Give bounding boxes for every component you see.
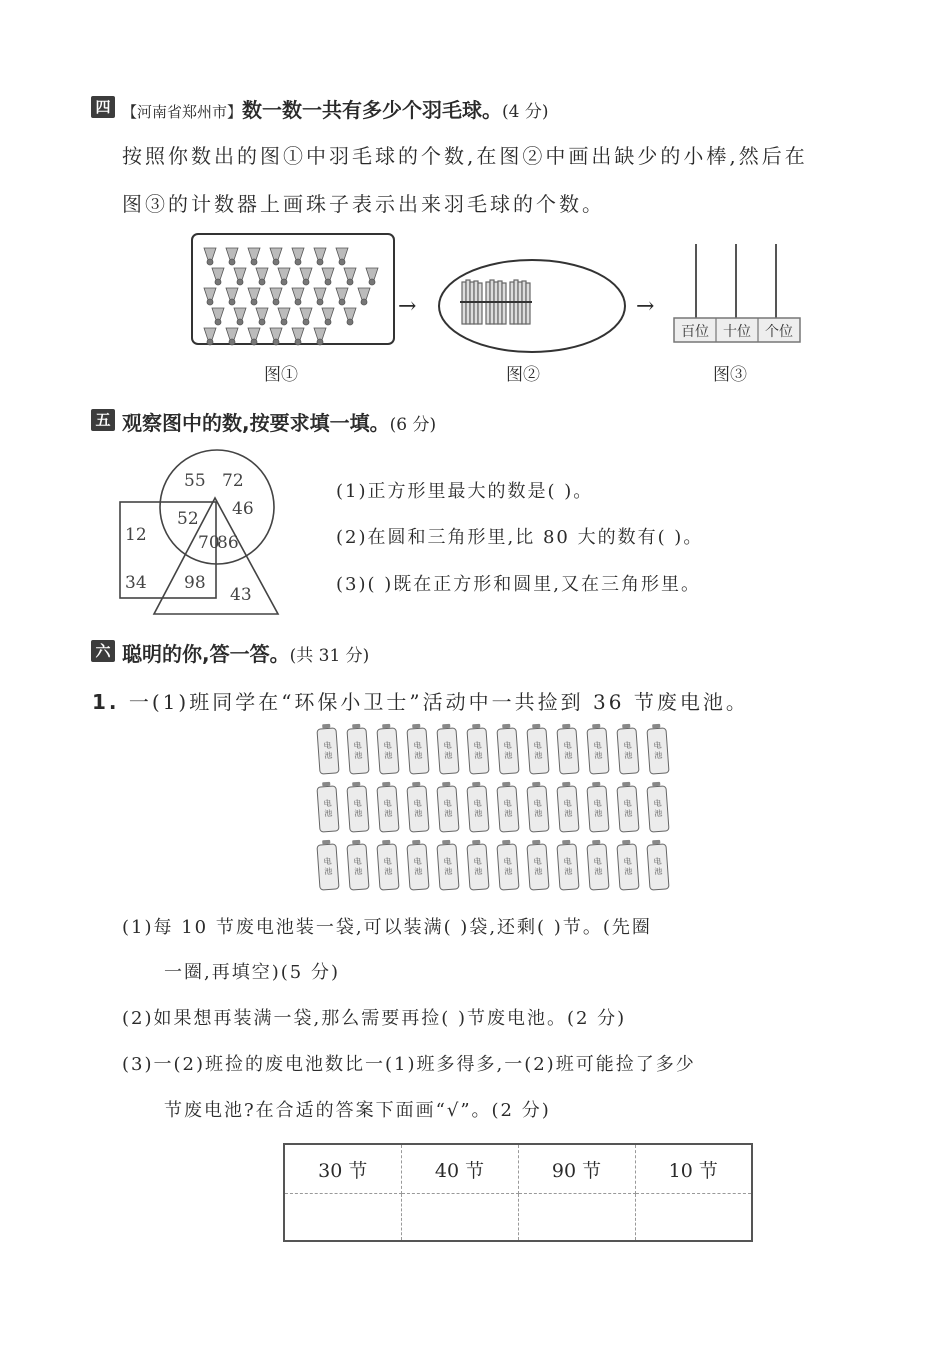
shuttlecock-base xyxy=(339,299,345,305)
shuttlecock-base xyxy=(339,259,345,265)
battery-label: 电池 xyxy=(503,798,513,819)
battery-icon xyxy=(526,843,549,890)
battery-label: 电池 xyxy=(473,740,483,761)
question-1-label: 1. xyxy=(92,690,120,714)
battery-label: 电池 xyxy=(563,798,573,819)
battery-icon xyxy=(436,843,459,890)
answer-header-90: 90 节 xyxy=(518,1144,635,1194)
battery-icon xyxy=(316,843,339,890)
shuttlecock-base xyxy=(325,319,331,325)
section-6-score: (共 31 分) xyxy=(289,646,370,666)
battery-label: 电池 xyxy=(623,798,633,819)
figure-3-counter xyxy=(672,240,804,344)
battery-label: 电池 xyxy=(503,740,513,761)
answer-cell-40[interactable] xyxy=(401,1194,518,1242)
answer-header-30: 30 节 xyxy=(284,1144,401,1194)
section-5-question-1: (1)正方形里最大的数是( )。 xyxy=(336,481,594,502)
battery-icon xyxy=(346,785,369,832)
shuttlecock-base xyxy=(347,279,353,285)
arrow-1: → xyxy=(398,294,417,319)
answer-cell-10[interactable] xyxy=(635,1194,752,1242)
battery-icon xyxy=(376,843,399,890)
battery-label: 电池 xyxy=(443,856,453,877)
shuttlecock-base xyxy=(259,319,265,325)
shuttlecock-base xyxy=(229,259,235,265)
shuttlecock-base xyxy=(303,319,309,325)
battery-icon xyxy=(616,727,639,774)
caption-figure-3: 图③ xyxy=(713,365,747,385)
battery-icon xyxy=(406,843,429,890)
counter-label-tens: 十位 xyxy=(723,324,751,340)
shuttlecock-base xyxy=(273,259,279,265)
shuttlecock-base xyxy=(207,259,213,265)
section-4-tag: 【河南省郑州市】 xyxy=(122,103,243,121)
shuttlecock-base xyxy=(295,339,301,345)
battery-label: 电池 xyxy=(323,740,333,761)
shuttlecock-base xyxy=(295,259,301,265)
shuttlecock-base xyxy=(237,279,243,285)
venn-num-70: 70 xyxy=(198,533,220,553)
shuttlecock-base xyxy=(281,319,287,325)
venn-num-98: 98 xyxy=(184,573,206,593)
caption-figure-1: 图① xyxy=(264,365,298,385)
battery-label: 电池 xyxy=(413,856,423,877)
shuttlecock-base xyxy=(251,339,257,345)
shuttlecock-base xyxy=(215,279,221,285)
battery-icon xyxy=(496,727,519,774)
battery-label: 电池 xyxy=(653,856,663,877)
section-5-score: (6 分) xyxy=(389,415,437,435)
battery-icon xyxy=(466,843,489,890)
venn-figure xyxy=(112,444,288,616)
battery-icon xyxy=(496,785,519,832)
battery-icon xyxy=(586,727,609,774)
battery-icon xyxy=(466,727,489,774)
shuttlecock-base xyxy=(259,279,265,285)
battery-label: 电池 xyxy=(323,798,333,819)
battery-icon xyxy=(556,785,579,832)
battery-label: 电池 xyxy=(353,740,363,761)
shuttlecock-base xyxy=(281,279,287,285)
battery-label: 电池 xyxy=(533,856,543,877)
battery-icon xyxy=(346,727,369,774)
venn-num-43: 43 xyxy=(230,585,252,605)
shuttlecock-base xyxy=(295,299,301,305)
answer-header-10: 10 节 xyxy=(635,1144,752,1194)
section-5-number: 五 xyxy=(91,409,115,431)
battery-label: 电池 xyxy=(443,740,453,761)
shuttlecock-base xyxy=(303,279,309,285)
batteries-grid xyxy=(318,728,678,896)
shuttlecock-base xyxy=(229,339,235,345)
section-6-title: 聪明的你,答一答。 xyxy=(122,642,290,666)
answer-table xyxy=(283,1143,753,1242)
battery-label: 电池 xyxy=(473,798,483,819)
battery-label: 电池 xyxy=(383,798,393,819)
battery-icon xyxy=(496,843,519,890)
shuttlecock-base xyxy=(273,339,279,345)
battery-icon xyxy=(406,727,429,774)
shuttlecock-base xyxy=(273,299,279,305)
question-1-text: 一(1)班同学在“环保小卫士”活动中一共捡到 36 节废电池。 xyxy=(128,690,749,714)
battery-label: 电池 xyxy=(533,740,543,761)
shuttlecock-base xyxy=(347,319,353,325)
section-4-heading xyxy=(122,94,549,123)
venn-num-46: 46 xyxy=(232,499,254,519)
section-4-instruction-2: 图③的计数器上画珠子表示出来羽毛球的个数。 xyxy=(122,192,605,216)
battery-icon xyxy=(466,785,489,832)
battery-label: 电池 xyxy=(533,798,543,819)
shuttlecock-base xyxy=(317,299,323,305)
battery-label: 电池 xyxy=(443,798,453,819)
section-6-heading xyxy=(122,638,369,667)
shuttlecock-base xyxy=(237,319,243,325)
battery-icon xyxy=(526,727,549,774)
section-5-title: 观察图中的数,按要求填一填。 xyxy=(122,411,390,435)
battery-label: 电池 xyxy=(353,856,363,877)
section-5-question-2: (2)在圆和三角形里,比 80 大的数有( )。 xyxy=(336,527,704,548)
battery-label: 电池 xyxy=(323,856,333,877)
battery-label: 电池 xyxy=(593,740,603,761)
shuttlecock-base xyxy=(229,299,235,305)
answer-cell-30[interactable] xyxy=(284,1194,401,1242)
shuttlecock-base xyxy=(207,339,213,345)
section-6-number: 六 xyxy=(91,640,115,662)
battery-icon xyxy=(586,785,609,832)
battery-icon xyxy=(376,727,399,774)
battery-icon xyxy=(436,727,459,774)
battery-label: 电池 xyxy=(653,798,663,819)
battery-label: 电池 xyxy=(623,740,633,761)
caption-figure-2: 图② xyxy=(506,365,540,385)
sub-question-3-line-2: 节废电池?在合适的答案下面画“√”。(2 分) xyxy=(164,1100,551,1121)
battery-icon xyxy=(436,785,459,832)
battery-icon xyxy=(346,843,369,890)
battery-label: 电池 xyxy=(503,856,513,877)
battery-label: 电池 xyxy=(383,856,393,877)
section-5-question-3: (3)( )既在正方形和圆里,又在三角形里。 xyxy=(336,574,701,595)
battery-icon xyxy=(406,785,429,832)
answer-cell-90[interactable] xyxy=(518,1194,635,1242)
sub-question-3-line-1: (3)一(2)班捡的废电池数比一(1)班多得多,一(2)班可能捡了多少 xyxy=(122,1054,696,1075)
shuttlecock-base xyxy=(361,299,367,305)
battery-icon xyxy=(616,785,639,832)
battery-icon xyxy=(586,843,609,890)
battery-label: 电池 xyxy=(593,798,603,819)
venn-num-34: 34 xyxy=(125,573,147,593)
sub-question-2: (2)如果想再装满一袋,那么需要再捡( )节废电池。(2 分) xyxy=(122,1008,627,1029)
venn-num-72: 72 xyxy=(222,471,244,491)
battery-icon xyxy=(376,785,399,832)
figure-2-sticks xyxy=(436,256,628,356)
battery-label: 电池 xyxy=(413,798,423,819)
section-5-heading xyxy=(122,407,436,436)
stick-bundles xyxy=(460,280,532,324)
battery-icon xyxy=(646,785,669,832)
battery-label: 电池 xyxy=(623,856,633,877)
shuttlecock-base xyxy=(325,279,331,285)
shuttlecock-base xyxy=(215,319,221,325)
battery-label: 电池 xyxy=(563,740,573,761)
shuttlecock-base xyxy=(317,339,323,345)
answer-header-40: 40 节 xyxy=(401,1144,518,1194)
shuttlecock-base xyxy=(317,259,323,265)
battery-label: 电池 xyxy=(413,740,423,761)
counter-label-hundreds: 百位 xyxy=(681,324,709,340)
battery-icon xyxy=(316,727,339,774)
battery-icon xyxy=(556,727,579,774)
venn-num-12: 12 xyxy=(125,525,147,545)
battery-icon xyxy=(556,843,579,890)
sub-question-1-line-1: (1)每 10 节废电池装一袋,可以装满( )袋,还剩( )节。(先圈 xyxy=(122,917,652,938)
venn-num-86: 86 xyxy=(217,533,239,553)
battery-icon xyxy=(616,843,639,890)
shuttlecock-base xyxy=(369,279,375,285)
battery-icon xyxy=(316,785,339,832)
section-4-number: 四 xyxy=(91,96,115,118)
venn-num-55: 55 xyxy=(184,471,206,491)
section-4-instruction-1: 按照你数出的图①中羽毛球的个数,在图②中画出缺少的小棒,然后在 xyxy=(122,144,808,168)
battery-label: 电池 xyxy=(593,856,603,877)
arrow-2: → xyxy=(636,294,655,319)
venn-num-52: 52 xyxy=(177,509,199,529)
battery-label: 电池 xyxy=(473,856,483,877)
battery-icon xyxy=(526,785,549,832)
battery-label: 电池 xyxy=(383,740,393,761)
battery-icon xyxy=(646,843,669,890)
question-1 xyxy=(92,686,749,715)
section-4-score: (4 分) xyxy=(502,102,549,122)
shuttlecock-base xyxy=(251,259,257,265)
section-4-title: 数一数一共有多少个羽毛球。 xyxy=(242,98,503,122)
figure-1-shuttlecocks xyxy=(190,232,396,346)
battery-icon xyxy=(646,727,669,774)
battery-label: 电池 xyxy=(653,740,663,761)
shuttlecock-base xyxy=(251,299,257,305)
counter-label-ones: 个位 xyxy=(765,324,793,340)
battery-label: 电池 xyxy=(563,856,573,877)
shuttlecock-base xyxy=(207,299,213,305)
battery-label: 电池 xyxy=(353,798,363,819)
sub-question-1-line-2: 一圈,再填空)(5 分) xyxy=(164,962,340,983)
